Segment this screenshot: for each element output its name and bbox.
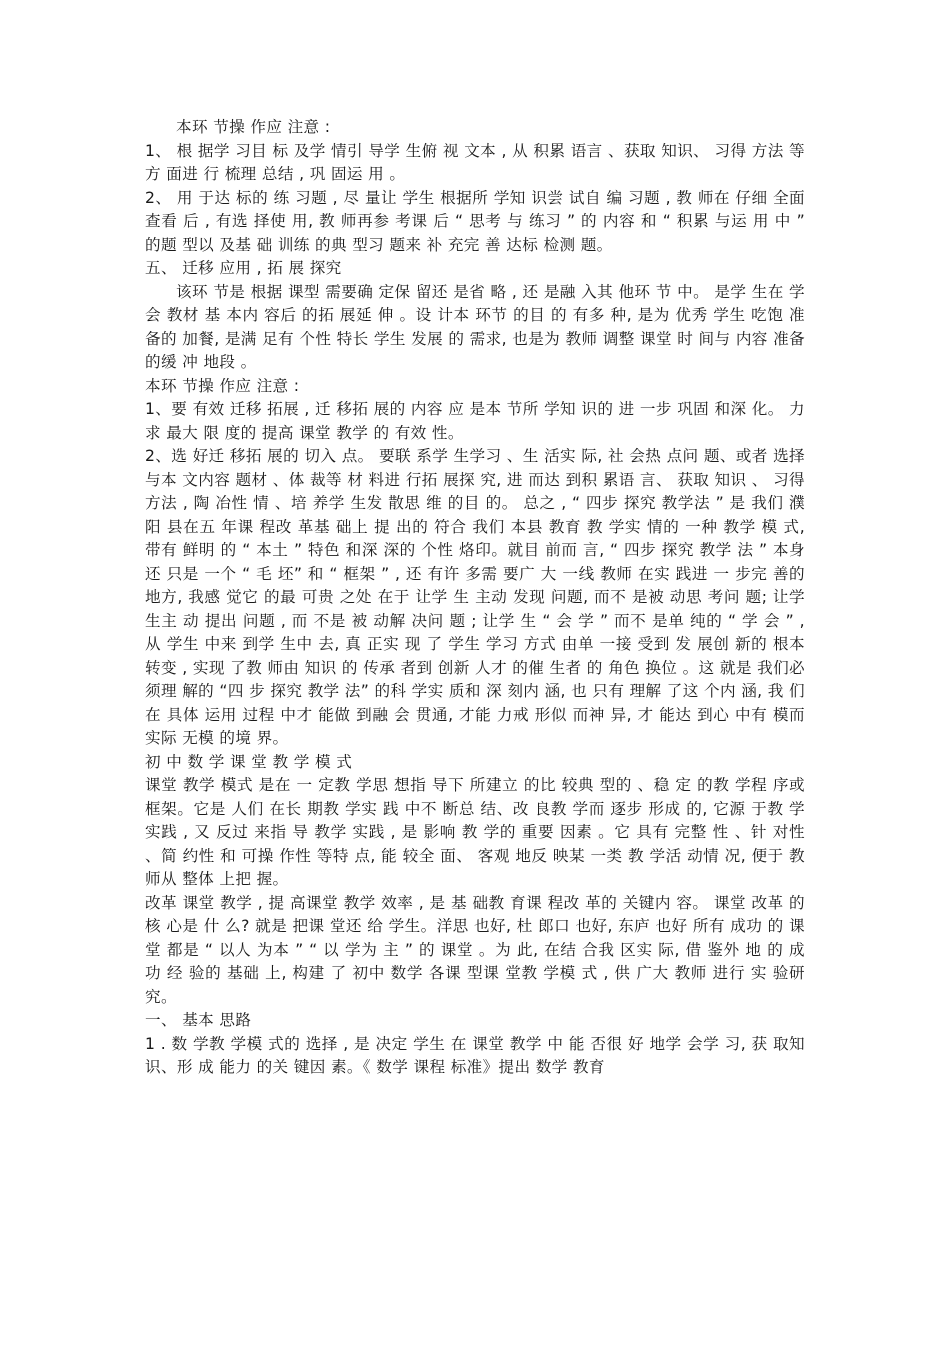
note-heading-2: 本环 节操 作应 注意 : xyxy=(145,376,300,395)
section-5-body: 该环 节是 根据 课型 需要确 定保 留还 是省 略 , 还 是融 入其 他环 节 中。 是学 生在 学会 教材 基 本内 容后 的拓 展延 伸 。设 计本 环节 的目 的 有多 种, 是为 优秀 学生 吃饱 准 备的 加餐, 是满 足有 个性 特长 学生 发展 的 需求, 也是为 教师 调整 课堂 时 间与 内容 准备 的缓 冲 地段 。 xyxy=(145,282,805,371)
note-item-1: 1、 根 据学 习目 标 及学 情引 导学 生俯 视 文本 , 从 积累 语言 、获取 知识、 习得 方法 等方 面进 行 梳理 总结 , 巩 固运 用 。 xyxy=(145,141,805,183)
note-item-3: 1、要 有效 迁移 拓展 , 迁 移拓 展的 内容 应 是本 节所 学知 识的 进 一步 巩固 和深 化。 力求 最大 限 度的 提高 课堂 教学 的 有效 性。 xyxy=(145,400,805,442)
body-paragraph-1: 课堂 教学 模式 是在 一 定教 学思 想指 导下 所建立 的比 较典 型的 、稳 定 的教 学程 序或 框架。它是 人们 在长 期教 学实 践 中不 断总 结、改 良教 学而 逐步 形成 的, 它源 于教 学 实践 , 又 反过 来指 导 教学 实践 , 是 影响 教 学的 重要 因素 。它 具有 完整 性 、针 对性 、简 约性 和 可操 作性 等特 点, 能 较全 面、 客观 地反 映某 一类 教 学活 动情 况, 便于 教 师从 整体 上把 握。 xyxy=(145,776,805,888)
note-heading-1: 本环 节操 作应 注意 : xyxy=(176,118,331,136)
body-paragraph-3: 1 . 数 学教 学模 式的 选择 , 是 决定 学生 在 课堂 教学 中 能 否很 好 地学 会学 习, 获 取知 识、形 成 能力 的关 键因 素。《 数学 课程 标准》提出 数学 教育 xyxy=(145,1034,805,1076)
article-title: 初 中 数 学 课 堂 教 学 模 式 xyxy=(145,752,353,771)
section-heading-1: 一、 基本 思路 xyxy=(145,1011,252,1029)
section-heading-5: 五、 迁移 应用 , 拓 展 探究 xyxy=(145,259,342,277)
note-item-4: 2、选 好迁 移拓 展的 切入 点。 要联 系学 生学习 、生 活实 际, 社 会热 点问 题、或者 选择 与本 文内容 题材 、体 裁等 材 料进 行拓 展探 究, 进 而达 到积 累语 言、 获取 知识 、 习得 方法 , 陶 冶性 情 、培 养学 生发 散思 维 的目 的。 总之 , “ 四步 探究 教学法 ” 是 我们 濮阳 县在五 年课 程改 革基 础上 提 出的 符合 我们 本县 教育 教 学实 情的 一种 教学 模 式, 带有 鲜明 的 “ 本土 ” 特色 和深 深的 个性 烙印。就目 前而 言, “ 四步 探究 教学 法 ” 本身 还 只是 一个 “ 毛 坯” 和 “ 框架 ” , 还 有许 多需 要广 大 一线 教师 在实 践进 一 步完 善的 地方, 我感 觉它 的最 可贵 之处 在于 让学 生 主动 发现 问题, 而不 是被 动思 考问 题; 让学 生主 动 提出 问题 , 而 不是 被 动解 决问 题 ; 让学 生 “ 会 学 ” 而不 是单 纯的 “ 学 会 ” , 从 学生 中来 到学 生中 去, 真 正实 现 了 学生 学习 方式 由单 一接 受到 发 展创 新的 根本 转变 , 实现 了教 师由 知识 的 传承 者到 创新 人才 的催 生者 的 角色 换位 。这 就是 我们必 须理 解的 “四 步 探究 教学 法” 的科 学实 质和 深 刻内 涵, 也 只有 理解 了这 个内 涵, 我 们在 具体 运用 过程 中才 能做 到融 会 贯通, 才能 力戒 形似 而神 异, 才 能达 到心 中有 模而 实际 无模 的境 界。 xyxy=(145,447,805,747)
document-page xyxy=(145,116,805,1080)
note-item-2: 2、 用 于达 标的 练 习题 , 尽 量让 学生 根据所 学知 识尝 试自 编 习题 , 教 师在 仔细 全面 查看 后 , 有选 择使 用, 教 师再参 考课 后 “ 思考 与 练习 ” 的 内容 和 “ 积累 与运 用 中 ” 的题 型以 及基 础 训练 的典 型习 题来 补 充完 善 达标 检测 题。 xyxy=(145,188,805,254)
body-paragraph-2: 改革 课堂 教学 , 提 高课堂 教学 效率 , 是 基 础教 育课 程改 革的 关键内 容。 课堂 改革 的核 心是 什 么? 就是 把课 堂还 给 学生。洋思 也好, 杜 郎口 也好, 东庐 也好 所有 成功 的 课堂 都是 “ 以人 为本 ” “ 以 学为 主 ” 的 课堂 。为 此, 在结 合我 区实 际, 借 鉴外 地 的 成功 经 验的 基础 上, 构建 了 初中 数学 各课 型课 堂教 学模 式 , 供 广大 教师 进行 实 验研 究。 xyxy=(145,893,805,1006)
